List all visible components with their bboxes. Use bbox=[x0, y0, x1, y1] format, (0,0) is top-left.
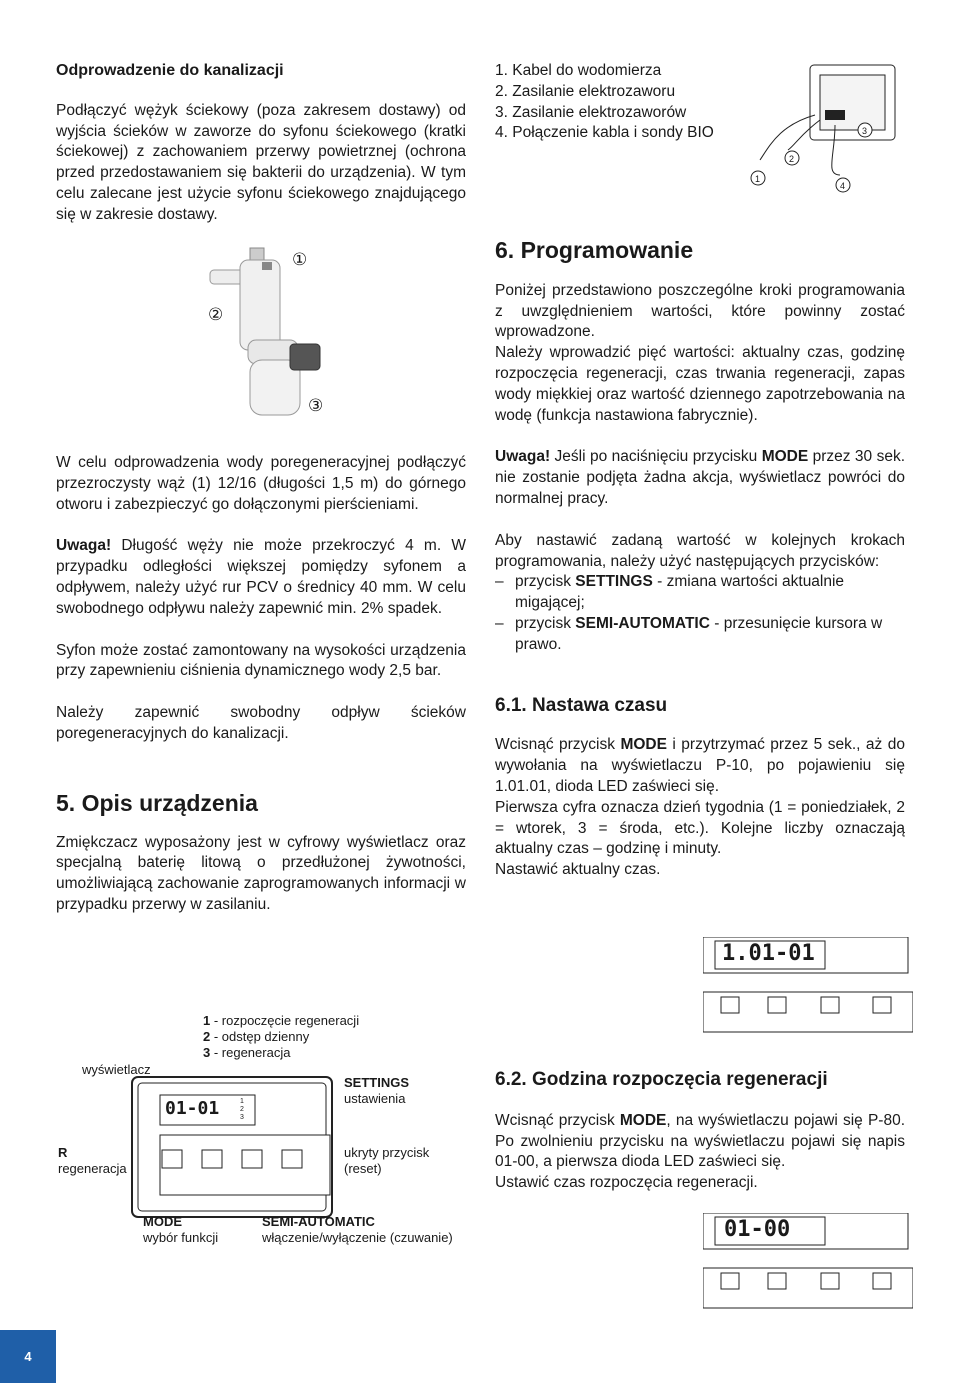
panel-leds: 1 2 3 bbox=[240, 1098, 244, 1121]
programming-warning: Uwaga! Jeśli po naciśnięciu przycisku MODE przez 30 sek. nie zostanie podjęta żadna akcja, wyświetlacz powróci do normalnej pracy. bbox=[495, 448, 905, 507]
regen-time-paragraph: Wcisnąć przycisk MODE, na wyświetlaczu pojawi się P-80. Po zwolnieniu przycisku na wyświetlaczu pojawi się napis 01-00, a pierwsza dioda LED zaświeci się. bbox=[495, 1111, 905, 1171]
cable-label-1: 1 bbox=[755, 174, 761, 184]
cable-item: 1. Kabel do wodomierza bbox=[495, 62, 662, 79]
cable-label-3: 3 bbox=[862, 126, 868, 136]
day-explanation: Pierwsza cyfra oznacza dzień tygodnia (1 = poniedziałek, 2 = wtorek, 3 = środa, etc.). Kolejne liczby oznaczają aktualny czas – godzinę i minuty. bbox=[495, 798, 905, 858]
section62 bbox=[495, 1070, 905, 1194]
siphon-illustration bbox=[200, 240, 360, 430]
warning-label: Uwaga! bbox=[56, 537, 112, 555]
panel-display: 01-01 bbox=[165, 1098, 220, 1119]
page-number: 4 bbox=[0, 1330, 56, 1383]
drain-heading: Odprowadzenie do kanalizacji bbox=[56, 62, 284, 79]
cable-list bbox=[495, 61, 735, 144]
mount-paragraph: Syfon może zostać zamontowany na wysokości urządzenia przy zapewnieniu ciśnienia dynamicznego wody 2,5 bar. bbox=[56, 641, 466, 680]
section6-heading: 6. Programowanie bbox=[495, 237, 694, 263]
control-panel-diagram bbox=[130, 1075, 345, 1225]
programming-intro: Poniżej przedstawiono poszczególne kroki programowania z uwzględnieniem wartości, które powinny zostać wprowadzone. bbox=[495, 281, 905, 341]
set-time-instruction: Nastawić aktualny czas. bbox=[495, 861, 661, 879]
siphon-label-2: ② bbox=[208, 305, 224, 325]
label-hidden-button: ukryty przycisk (reset) bbox=[344, 1145, 430, 1176]
label-semi-automatic: SEMI-AUTOMATIC włączenie/wyłączenie (czuwanie) bbox=[262, 1214, 453, 1245]
buttons-list bbox=[495, 572, 905, 655]
drain-section-2 bbox=[56, 453, 466, 916]
section5-heading: 5. Opis urządzenia bbox=[56, 789, 258, 816]
drain-section bbox=[56, 61, 466, 226]
list-item: – przycisk SETTINGS - zmiana wartości aktualnie migającej; bbox=[495, 572, 905, 614]
cable-illustration bbox=[740, 55, 900, 195]
buttons-intro: Aby nastawić zadaną wartość w kolejnych krokach programowania, należy użyć następujących przycisków: bbox=[495, 531, 905, 570]
cable-label-4: 4 bbox=[840, 181, 846, 191]
free-flow-paragraph: Należy zapewnić swobodny odpływ ścieków poregeneracyjnych do kanalizacji. bbox=[56, 704, 466, 742]
cable-item: 2. Zasilanie elektrozaworu bbox=[495, 82, 676, 100]
label-leds: 1 - rozpoczęcie regeneracji 2 - odstęp dzienny 3 - regeneracja bbox=[203, 1013, 360, 1060]
programming-values: Należy wprowadzić pięć wartości: aktualny czas, godzinę rozpoczęcia regeneracji, czas trwania regeneracji, zapas wody miękkiej oraz wartość dziennego zapotrzebowania na wodę (funkcja nastawiona fabrycznie). bbox=[495, 344, 905, 424]
list-item: – przycisk SEMI-AUTOMATIC - przesunięcie kursora w prawo. bbox=[495, 614, 905, 656]
cable-label-2: 2 bbox=[789, 154, 795, 164]
label-settings: SETTINGS ustawienia bbox=[344, 1075, 410, 1106]
programming-section bbox=[495, 237, 905, 881]
cable-item: 4. Połączenie kabla i sondy BIO bbox=[495, 124, 714, 142]
drain-paragraph: Podłączyć wężyk ściekowy (poza zakresem dostawy) od wyjścia ścieków w zaworze do syfonu ściekowego (kratki ściekowej) z zachowaniem przerwy powietrznej (ochrona przed przedostawaniem się bakterii do urządzenia). W tym celu zalecane jest użycie syfonu ściekowego znajdującego się w zakresie dostawy. bbox=[56, 101, 466, 223]
label-mode: MODE wybór funkcji bbox=[143, 1214, 219, 1245]
label-display: wyświetlacz bbox=[82, 1062, 151, 1077]
label-regeneration: R regeneracja bbox=[58, 1145, 127, 1176]
warning-paragraph: Uwaga! Długość węży nie może przekroczyć 4 m. W przypadku odległości większej pomiędzy syfonem a odpływem, należy użyć rur PCV o średnicy 40 mm. W celu swobodnego odpływu należy zapewnić min. 2% spadek. bbox=[56, 537, 466, 617]
cable-item: 3. Zasilanie elektrozaworów bbox=[495, 103, 687, 121]
siphon-label-3: ③ bbox=[308, 396, 324, 416]
display-61-value: 1.01-01 bbox=[722, 941, 815, 966]
hose-paragraph: W celu odprowadzenia wody poregeneracyjnej podłączyć przezroczysty wąż (1) 12/16 (długości 1,5 m) do górnego otworu i zabezpieczyć go dołączonymi pierścieniami. bbox=[56, 454, 466, 513]
device-description: Zmiękczacz wyposażony jest w cyfrowy wyświetlacz oraz specjalną baterię litową o przedłużonej żywotności, umożliwiającą zachowanie zaprogramowanych informacji w przypadku przerwy w zasilaniu. bbox=[56, 833, 466, 913]
display-62-value: 01-00 bbox=[724, 1217, 791, 1242]
regen-time-instruction: Ustawić czas rozpoczęcia regeneracji. bbox=[495, 1174, 758, 1192]
section62-heading: 6.2. Godzina rozpoczęcia regeneracji bbox=[495, 1069, 828, 1090]
siphon-label-1: ① bbox=[292, 250, 308, 270]
time-setting-paragraph: Wcisnąć przycisk MODE i przytrzymać przez 5 sek., aż do wywołania na wyświetlaczu P-10, po pojawieniu się 1.01.01, dioda LED zaświeci się. bbox=[495, 736, 905, 795]
section61-heading: 6.1. Nastawa czasu bbox=[495, 694, 668, 716]
